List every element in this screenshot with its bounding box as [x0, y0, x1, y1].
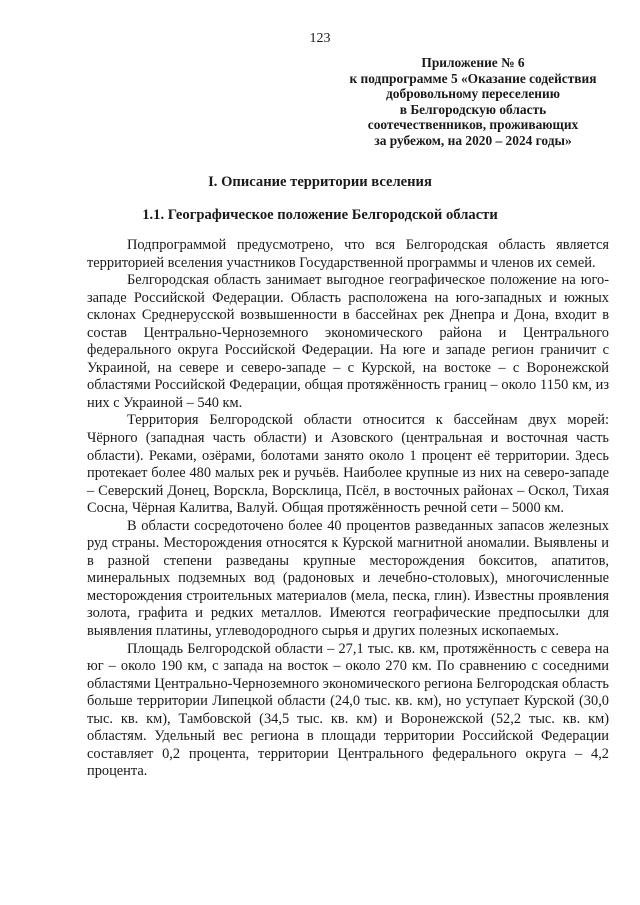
body-text: [87, 237, 609, 781]
page-number: 123: [309, 31, 331, 46]
appendix-line: соотечественников, проживающих: [367, 117, 579, 133]
appendix-line: добровольному переселению: [386, 86, 560, 102]
section-title: I. Описание территории вселения: [208, 174, 432, 190]
paragraph: Подпрограммой предусмотрено, что вся Белгородская область является территорией вселения участников Государственной программы и членов их семей.: [87, 237, 609, 271]
appendix-header: [330, 55, 616, 149]
appendix-line: в Белгородскую область: [399, 101, 547, 117]
paragraph: В области сосредоточено более 40 процентов разведанных запасов железных руд страны. Месторождения относятся к Курской магнитной аномалии. Выявлены и в разной степени разведаны крупные месторождения бокситов, апатитов, минеральных подземных вод (радоновых и лечебно-столовых), многочисленные месторождения строительных материалов (мела, песка, глин). Известны проявления золота, графита и редких металлов. Имеются географические предпосылки для выявления платины, углеводородного сырья и других полезных ископаемых.: [87, 517, 609, 640]
paragraph: Белгородская область занимает выгодное географическое положение на юго-западе Российской Федерации. Область расположена на юго-западных и южных склонах Среднерусской возвышенности в бассейнах рек Днепра и Дона, входит в состав Центрально-Черноземного экономического района и Центрального федерального округа Российской Федерации. На юге и западе регион граничит с Украиной, на севере и северо-западе – с Курской, на востоке – с Воронежской областями Российской Федерации, общая протяжённость границ – около 1150 км, из них с Украиной – 540 км.: [87, 272, 609, 411]
paragraph: Площадь Белгородской области – 27,1 тыс. кв. км, протяжённость с севера на юг – около 190 км, с запада на восток – около 270 км. По сравнению с соседними областями Центрально-Черноземного экономического региона Белгородская область больше территории Липецкой области (24,0 тыс. кв. км), но уступает Курской (30,0 тыс. кв. км), Тамбовской (34,5 тыс. кв. км) и Воронежской (52,2 тыс. кв. км) областям. Удельный вес региона в площади территории Российской Федерации составляет 0,2 процента, территории Центрального федерального округа – 4,2 процента.: [87, 640, 609, 780]
subsection-title: 1.1. Географическое положение Белгородской области: [142, 207, 498, 223]
appendix-line: за рубежом, на 2020 – 2024 годы»: [374, 132, 572, 148]
appendix-line: Приложение № 6: [421, 55, 525, 70]
appendix-line: к подпрограмме 5 «Оказание содействия: [349, 70, 597, 86]
paragraph: Территория Белгородской области относится к бассейнам двух морей: Чёрного (западная часть области) и Азовского (центральная и восточная часть области). Реками, озёрами, болотами занято около 1 процент её территории. Здесь протекает более 480 малых рек и ручьёв. Наиболее крупные из них на северо-западе – Северский Донец, Ворскла, Ворсклица, Псёл, в восточных районах – Оскол, Тихая Сосна, Чёрная Калитва, Валуй. Общая протяжённость речной сети – 5000 км.: [87, 412, 609, 517]
